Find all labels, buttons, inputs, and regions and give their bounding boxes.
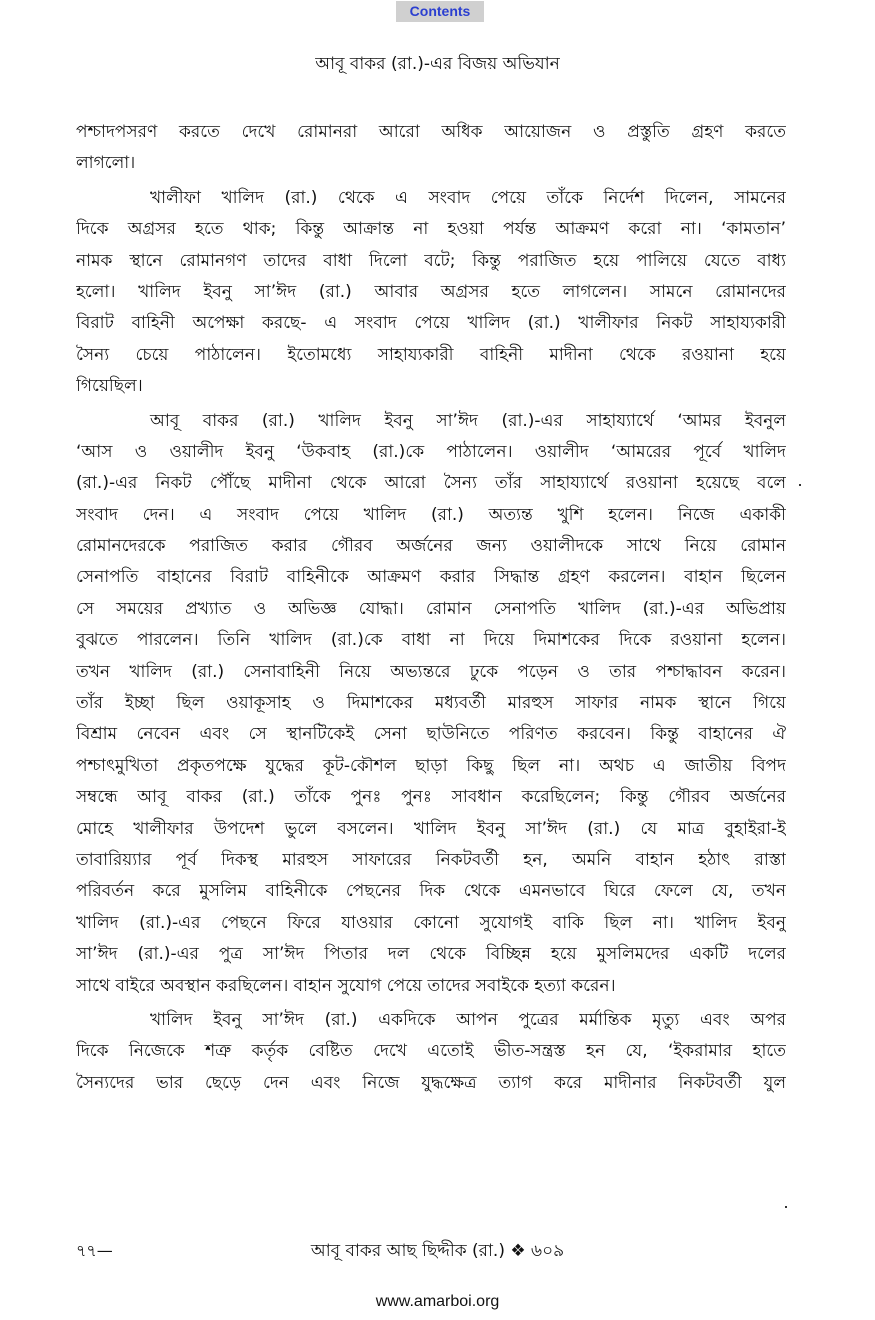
text-line: রোমানদেরকে পরাজিত করার গৌরব অর্জনের জন্য ওয়ালীদকে সাথে নিয়ে রোমান <box>76 536 786 557</box>
text-line: সৈন্যদের ভার ছেড়ে দেন এবং নিজে যুদ্ধক্ষেত্র ত্যাগ করে মাদীনার নিকটবর্তী যুল <box>76 1072 786 1093</box>
signature-mark: ৭৭— <box>76 1241 113 1260</box>
text-line: তাঁর ইচ্ছা ছিল ওয়াকূসাহ ও দিমাশকের মধ্যবর্তী মারহুস সাফার নামক স্থানে গিয়ে <box>76 693 786 714</box>
scan-speck <box>785 1206 787 1208</box>
text-line: সৈন্য চেয়ে পাঠালেন। ইতোমধ্যে সাহায্যকারী বাহিনী মাদীনা থেকে রওয়ানা হয়ে <box>76 344 786 365</box>
text-line: সাথে বাইরে অবস্থান করছিলেন। বাহান সুযোগ পেয়ে তাদের সবাইকে হত্যা করেন। <box>76 975 616 996</box>
text-line: পরিবর্তন করে মুসলিম বাহিনীকে পেছনের দিক থেকে এমনভাবে ঘিরে ফেলে যে, তখন <box>76 881 786 902</box>
running-header: আবূ বাকর (রা.)-এর বিজয় অভিযান <box>315 54 560 74</box>
text-line: পশ্চাৎমুখিতা প্রকৃতপক্ষে যুদ্ধের কূট-কৌশল ছাড়া কিছু ছিল না। অথচ এ জাতীয় বিপদ <box>76 755 786 776</box>
text-line: গিয়েছিল। <box>76 376 143 397</box>
text-line: খালিদ (রা.)-এর পেছনে ফিরে যাওয়ার কোনো সুযোগই বাকি ছিল না। খালিদ ইবনু <box>76 912 786 933</box>
text-line: সেনাপতি বাহানের বিরাট বাহিনীকে আক্রমণ করার সিদ্ধান্ত গ্রহণ করলেন। বাহান ছিলেন <box>76 567 786 588</box>
text-line: (রা.)-এর নিকট পৌঁছে মাদীনা থেকে আরো সৈন্য তাঁর সাহায্যার্থে রওয়ানা হয়েছে বলে <box>76 473 786 494</box>
text-line: লাগলো। <box>76 153 136 174</box>
website-link[interactable]: www.amarboi.org <box>375 1293 500 1310</box>
text-line: তখন খালিদ (রা.) সেনাবাহিনী নিয়ে অভ্যন্তরে ঢুকে পড়েন ও তার পশ্চাদ্ধাবন করেন। <box>76 661 786 682</box>
page-body <box>76 117 786 1099</box>
text-line: খালীফা খালিদ (রা.) থেকে এ সংবাদ পেয়ে তাঁকে নির্দেশ দিলেন, সামনের <box>150 187 786 208</box>
text-line: খালিদ ইবনু সা’ঈদ (রা.) একদিকে আপন পুত্রের মর্মান্তিক মৃত্যু এবং অপর <box>150 1009 786 1030</box>
text-line: বুঝতে পারলেন। তিনি খালিদ (রা.)কে বাধা না দিয়ে দিমাশকের দিকে রওয়ানা হলেন। <box>76 630 786 651</box>
text-line: তাবারিয়্যার পূর্ব দিকস্থ মারহুস সাফারের নিকটবর্তী হন, অমনি বাহান হঠাৎ রাস্তা <box>76 849 786 870</box>
text-line: সংবাদ দেন। এ সংবাদ পেয়ে খালিদ (রা.) অত্যন্ত খুশি হলেন। নিজে একাকী <box>76 504 786 525</box>
text-line: পশ্চাদপসরণ করতে দেখে রোমানরা আরো অধিক আয়োজন ও প্রস্তুতি গ্রহণ করতে <box>76 122 786 142</box>
text-line: সম্বন্ধে আবূ বাকর (রা.) তাঁকে পুনঃ পুনঃ সাবধান করেছিলেন; কিন্তু গৌরব অর্জনের <box>76 787 786 808</box>
text-line: হলো। খালিদ ইবনু সা’ঈদ (রা.) আবার অগ্রসর হতে লাগলেন। সামনে রোমানদের <box>76 281 786 302</box>
text-line: ‘আস ও ওয়ালীদ ইবনু ‘উকবাহ (রা.)কে পাঠালেন। ওয়ালীদ ‘আমরের পূর্বে খালিদ <box>76 441 786 462</box>
text-line: বিশ্রাম নেবেন এবং সে স্থানটিকেই সেনা ছাউনিতে পরিণত করবেন। কিন্তু বাহানের ঐ <box>76 724 786 745</box>
text-line: বিরাট বাহিনী অপেক্ষা করছে- এ সংবাদ পেয়ে খালিদ (রা.) খালীফার নিকট সাহায্যকারী <box>76 313 786 334</box>
text-line: দিকে অগ্রসর হতে থাক; কিন্তু আক্রান্ত না হওয়া পর্যন্ত আক্রমণ করো না। ‘কামতান’ <box>76 219 786 240</box>
footer-book-title-page-number: আবূ বাকর আছ ছিদ্দীক (রা.) ❖ ৬০৯ <box>310 1241 565 1261</box>
text-line: নামক স্থানে রোমানগণ তাদের বাধা দিলো বটে; কিন্তু পরাজিত হয়ে পালিয়ে যেতে বাধ্য <box>76 250 786 271</box>
text-line: মোহে খালীফার উপদেশ ভুলে বসলেন। খালিদ ইবনু সা’ঈদ (রা.) যে মাত্র বুহাইরা-ই <box>76 818 786 839</box>
text-line: আবূ বাকর (রা.) খালিদ ইবনু সা’ঈদ (রা.)-এর সাহায্যার্থে ‘আমর ইবনুল <box>150 410 786 431</box>
text-line: সা’ঈদ (রা.)-এর পুত্র সা’ঈদ পিতার দল থেকে বিচ্ছিন্ন হয়ে মুসলিমদের একটি দলের <box>76 944 786 965</box>
text-line: সে সময়ের প্রখ্যাত ও অভিজ্ঞ যোদ্ধা। রোমান সেনাপতি খালিদ (রা.)-এর অভিপ্রায় <box>76 598 786 619</box>
text-line: দিকে নিজেকে শত্রু কর্তৃক বেষ্টিত দেখে এতোই ভীত-সন্ত্রস্ত হন যে, ‘ইকরামার হাতে <box>76 1041 786 1062</box>
scan-speck <box>799 484 801 486</box>
contents-button[interactable]: Contents <box>396 1 484 22</box>
